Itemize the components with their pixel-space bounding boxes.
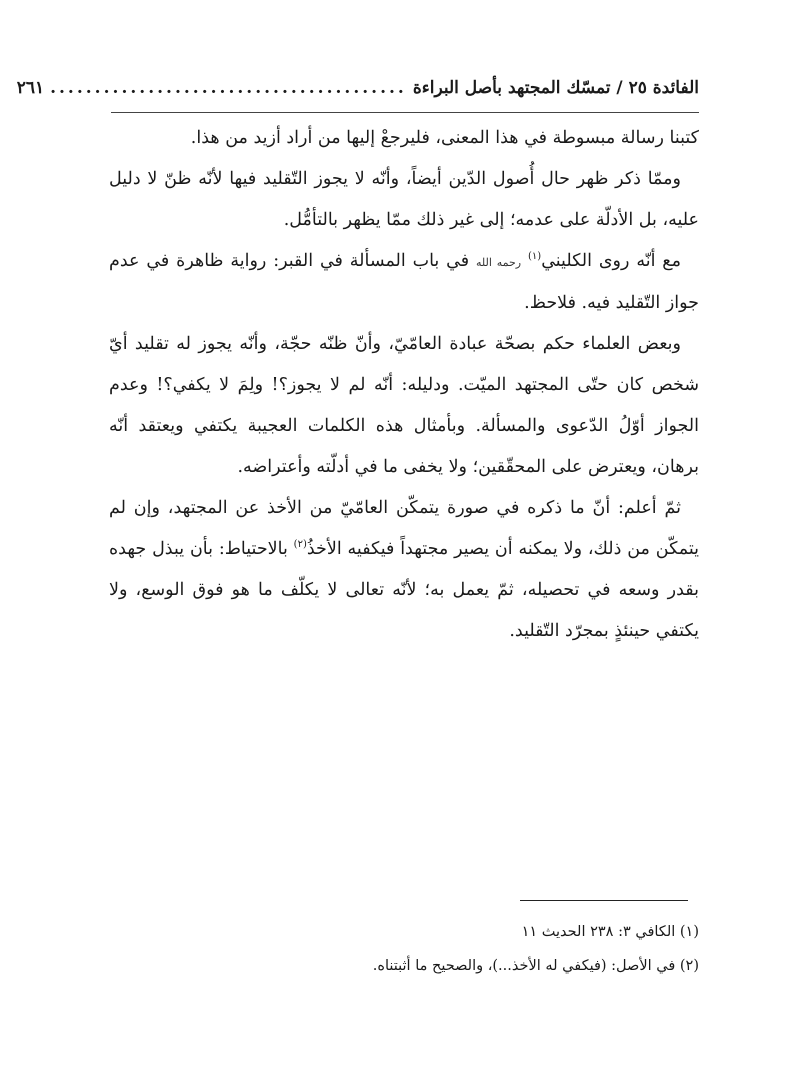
footnote-ref-1[interactable]: (١) (528, 251, 542, 263)
paragraph-5-start: ثمّ أعلم: أنّ ما ذكره في صورة يتمكّن العامّيّ من الأخذ عن المجتهد، وإن لم يتمكّن من ذلك، ولا يمكنه أن يصير مجتهداً فيكفيه الأخذُ (109, 498, 699, 559)
paragraph-4: وبعض العلماء حكم بصحّة عبادة العامّيّ، وأنّ ظنّه حجّة، وأنّه يجوز له تقليد أيّ شخص كان حتّى المجتهد الميّت. ودليله: أنّه لم لا يجوز؟! ولِمَ لا يكفي؟! وعدم الجواز أوّلُ الدّعوى والمسألة. وبأمثال هذه الكلمات العجيبة يكتفي ويعتقد أنّه برهان، ويعترض على المحقّقين؛ ولا يخفى ما في أدلّته وأعتراضه. (109, 334, 699, 477)
footnote-2: (٢) في الأصل: (فيكفي له الأخذ...)، والصحيح ما أثبتناه. (372, 958, 699, 974)
paragraph-5-end: بالاحتياط: بأن يبذل جهده بقدر وسعه في تحصيله، ثمّ يعمل به؛ لأنّه تعالى لا يكلّف ما هو فوق الوسع، ولا يكتفي حينئذٍ بمجرّد التّقليد. (109, 539, 699, 641)
paragraph-5 (109, 488, 699, 652)
honorific-note: رحمه الله (476, 256, 522, 269)
main-text (109, 118, 699, 652)
paragraph-3-end: في باب المسألة في القبر: رواية ظاهرة في عدم جواز التّقليد فيه. فلاحظ. (109, 251, 699, 313)
running-header (16, 78, 699, 106)
footnotes (109, 915, 699, 983)
header-leader-dots: ........................................ (50, 78, 407, 98)
header-title: الفائدة ٢٥ / تمسّك المجتهد بأصل البراءة (412, 78, 699, 98)
paragraph-3 (109, 241, 699, 324)
paragraph-3-start: مع أنّه روى الكليني (541, 251, 681, 271)
header-divider (111, 112, 699, 113)
footnote-ref-2[interactable]: (٢) (293, 539, 307, 551)
paragraph-1: كتبنا رسالة مبسوطة في هذا المعنى، فليرجعْ إليها من أراد أزيد من هذا. (190, 128, 699, 148)
page-number: ٢٦١ (16, 78, 45, 98)
paragraph-2: وممّا ذكر ظهر حال أُصول الدّين أيضاً، وأنّه لا يجوز التّقليد فيها لأنّه ظنّ لا دليل عليه، بل الأدلّة على عدمه؛ إلى غير ذلك ممّا يظهر بالتأمُّل. (109, 169, 699, 230)
footnote-divider (520, 900, 688, 901)
footnote-1: (١) الكافي ٣: ٢٣٨ الحديث ١١ (521, 924, 699, 940)
